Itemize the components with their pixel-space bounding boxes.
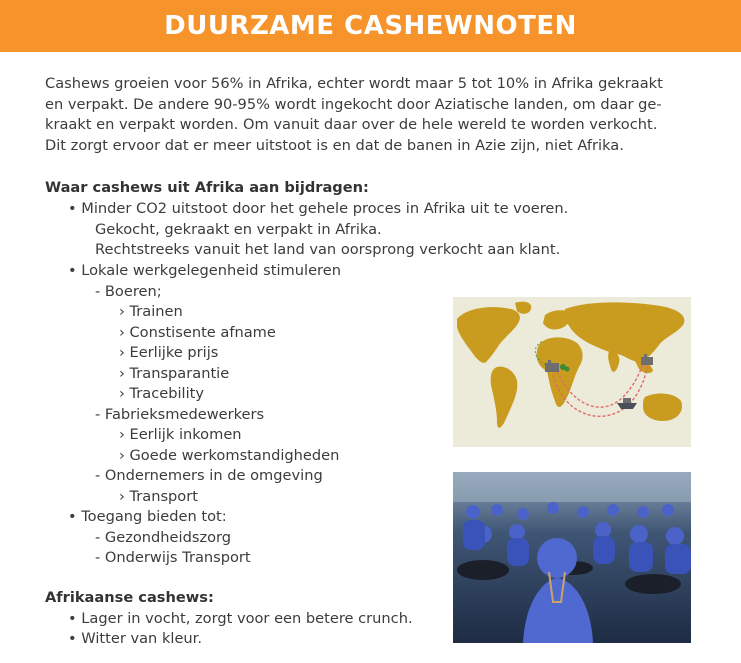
list-subsubitem-text: Eerlijke prijs: [129, 344, 219, 361]
dash-marker: -: [95, 283, 105, 300]
title-banner: [0, 0, 741, 52]
list-subsubitem-text: Tracebility: [129, 385, 204, 402]
chevron-right-icon: ›: [119, 303, 130, 320]
bullet-dot: •: [68, 262, 82, 279]
list-item: [68, 629, 202, 649]
world-map-image: [453, 297, 691, 447]
factory-workers-photo: [453, 472, 691, 643]
bullet-dot: •: [68, 200, 82, 217]
list-subsubitem: [119, 425, 242, 445]
list-subsubitem: [119, 302, 183, 322]
list-subitem: [95, 548, 251, 568]
chevron-right-icon: ›: [119, 324, 130, 341]
list-subsubitem-text: Goede werkomstandigheden: [129, 447, 340, 464]
list-subsubitem: [119, 343, 218, 363]
section-heading-bijdragen: Waar cashews uit Afrika aan bijdragen:: [45, 179, 369, 196]
chevron-right-icon: ›: [119, 344, 130, 361]
list-subitem: [95, 528, 231, 548]
dash-marker: -: [95, 529, 105, 546]
list-subline: Gekocht, gekraakt en verpakt in Afrika.: [95, 221, 382, 238]
asia-shape: [564, 302, 684, 361]
list-item-text: Witter van kleur.: [81, 630, 202, 647]
list-item-text: Lager in vocht, zorgt voor een betere crunch.: [81, 610, 413, 627]
list-subitem-text: Ondernemers in de omgeving: [104, 467, 323, 484]
intro-paragraph: [45, 74, 705, 156]
south-america-shape: [491, 367, 518, 428]
north-america-shape: [457, 307, 520, 363]
intro-line: Dit zorgt ervoor dat er meer uitstoot is en dat de banen in Azie zijn, niet Afrika.: [45, 136, 624, 154]
list-item: [68, 199, 568, 219]
list-subsubitem-text: Transparantie: [129, 365, 230, 382]
list-subsubitem: [119, 323, 276, 343]
list-item: [68, 609, 413, 629]
list-subsubitem-text: Eerlijk inkomen: [129, 426, 242, 443]
list-subitem: [95, 282, 162, 302]
chevron-right-icon: ›: [119, 365, 130, 382]
bullet-dot: •: [68, 508, 82, 525]
intro-line: Cashews groeien voor 56% in Afrika, echter wordt maar 5 tot 10% in Afrika gekraakt: [45, 75, 663, 92]
list-subsubitem: [119, 364, 229, 384]
chevron-right-icon: ›: [119, 488, 130, 505]
list-subitem: [95, 466, 323, 486]
intro-line: kraakt en verpakt worden. Om vanuit daar over de hele wereld te worden verkocht.: [45, 116, 658, 134]
dash-marker: -: [95, 406, 105, 423]
list-subsubitem: [119, 446, 339, 466]
greenland-shape: [515, 302, 531, 314]
australia-shape: [643, 394, 682, 421]
list-item-text: Toegang bieden tot:: [81, 508, 227, 525]
list-item-text: Minder CO2 uitstoot door het gehele proces in Afrika uit te voeren.: [81, 200, 569, 217]
list-subsubitem-text: Trainen: [129, 303, 183, 320]
list-subsubitem: [119, 487, 198, 507]
list-item: [68, 261, 341, 281]
chevron-right-icon: ›: [119, 426, 130, 443]
list-subitem-text: Onderwijs Transport: [104, 549, 251, 566]
world-map-illustration: [453, 297, 691, 447]
dash-marker: -: [95, 467, 105, 484]
dash-marker: -: [95, 549, 105, 566]
page-title: DUURZAME CASHEWNOTEN: [164, 11, 577, 41]
bullet-dot: •: [68, 630, 82, 647]
list-subitem-text: Boeren;: [104, 283, 162, 300]
list-subsubitem-text: Transport: [129, 488, 198, 505]
list-subline: Rechtstreeks vanuit het land van oorsprong verkocht aan klant.: [95, 241, 561, 258]
list-item: [68, 507, 227, 527]
factory-photo-illustration: [453, 472, 691, 643]
list-subitem: [95, 405, 264, 425]
list-subsubitem-text: Constisente afname: [129, 324, 276, 341]
section-heading-afrikaanse: Afrikaanse cashews:: [45, 589, 214, 606]
chevron-right-icon: ›: [119, 385, 130, 402]
bullet-dot: •: [68, 610, 82, 627]
intro-line: en verpakt. De andere 90-95% wordt ingekocht door Aziatische landen, om daar ge-: [45, 95, 662, 113]
list-subitem-text: Gezondheidszorg: [104, 529, 232, 546]
list-item-text: Lokale werkgelegenheid stimuleren: [81, 262, 341, 279]
list-subitem-text: Fabrieksmedewerkers: [104, 406, 265, 423]
list-subsubitem: [119, 384, 204, 404]
chevron-right-icon: ›: [119, 447, 130, 464]
